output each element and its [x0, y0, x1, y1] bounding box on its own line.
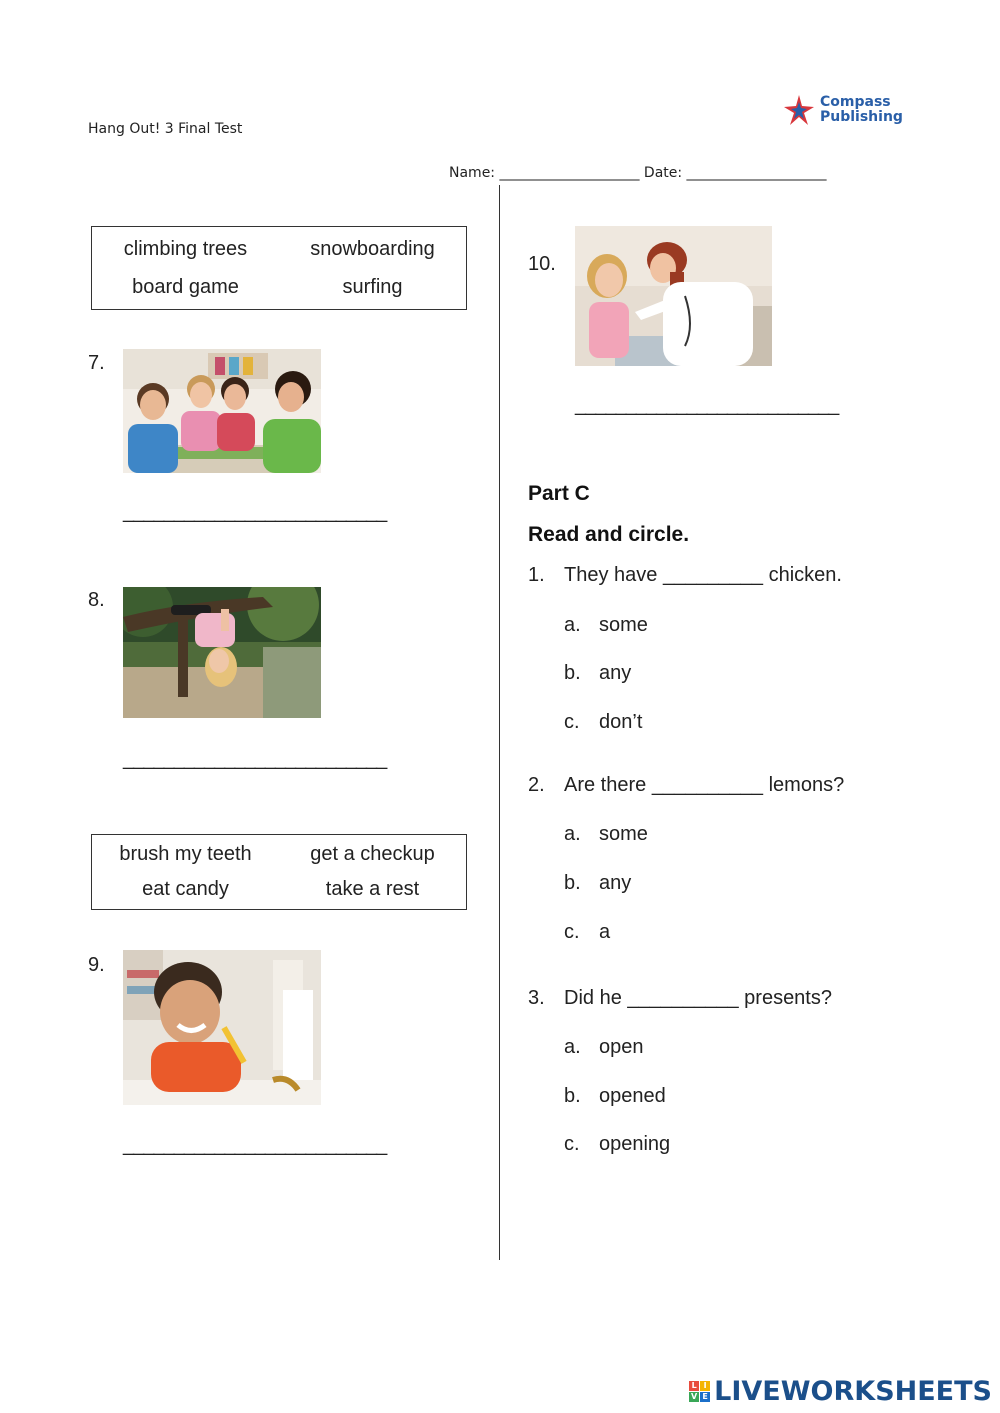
photo-girl-climbing-tree: [123, 587, 321, 718]
question-text: Are there __________ lemons?: [564, 774, 845, 796]
part-c-question-3: [528, 987, 832, 1010]
question-number: 3.: [528, 987, 545, 1009]
part-c-instruction: Read and circle.: [528, 523, 690, 546]
answer-line-9[interactable]: __________________________: [123, 1134, 387, 1156]
question-number: 2.: [528, 774, 545, 796]
answer-line-10[interactable]: __________________________: [575, 394, 839, 416]
q1-option-b[interactable]: b. any: [564, 662, 632, 684]
answer-line-7[interactable]: __________________________: [123, 501, 387, 523]
word-option: get a checkup: [310, 843, 435, 865]
q2-option-b[interactable]: b. any: [564, 872, 632, 894]
worksheet-title: Hang Out! 3 Final Test: [88, 121, 243, 137]
answer-line-8[interactable]: __________________________: [123, 748, 387, 770]
name-date-line[interactable]: Name: ____________________ Date: ____________________: [449, 165, 827, 181]
liveworksheets-wordmark: LIVEWORKSHEETS: [714, 1376, 992, 1407]
liveworksheets-grid-icon: L I V E: [689, 1381, 710, 1402]
q2-option-c[interactable]: c. a: [564, 921, 611, 943]
photo-kids-board-game: [123, 349, 321, 473]
question-9-number: 9.: [88, 954, 105, 976]
q2-option-a[interactable]: a. some: [564, 823, 648, 845]
word-box-2: [91, 834, 467, 910]
logo-line-2: Publishing: [820, 109, 903, 125]
part-c-question-2: [528, 774, 844, 797]
word-box-1: [91, 226, 467, 310]
word-option: take a rest: [325, 878, 420, 900]
liveworksheets-brand: [689, 1376, 992, 1407]
q3-option-b[interactable]: b. opened: [564, 1085, 666, 1107]
question-7-number: 7.: [88, 352, 105, 374]
compass-star-icon: [782, 93, 816, 127]
q1-option-a[interactable]: a. some: [564, 614, 648, 636]
word-option: climbing trees: [123, 237, 248, 260]
question-text: They have _________ chicken.: [564, 564, 842, 586]
question-8-number: 8.: [88, 589, 105, 611]
logo-line-1: Compass: [820, 94, 891, 110]
word-option: board game: [132, 275, 239, 298]
part-c-question-1: [528, 564, 842, 587]
q3-option-c[interactable]: c. opening: [564, 1133, 671, 1155]
photo-doctor-checkup: [575, 226, 772, 366]
question-10-number: 10.: [528, 253, 556, 275]
part-c-heading: Part C: [528, 482, 590, 505]
photo-boy-brushing-teeth: [123, 950, 321, 1105]
word-option: surfing: [342, 275, 403, 298]
column-divider: [499, 185, 500, 1260]
question-number: 1.: [528, 564, 545, 586]
word-option: brush my teeth: [119, 843, 252, 865]
compass-publishing-logo: [782, 82, 910, 138]
q1-option-c[interactable]: c. don’t: [564, 711, 643, 733]
word-option: snowboarding: [310, 237, 435, 260]
question-text: Did he __________ presents?: [564, 987, 832, 1009]
word-option: eat candy: [142, 878, 229, 900]
q3-option-a[interactable]: a. open: [564, 1036, 644, 1058]
